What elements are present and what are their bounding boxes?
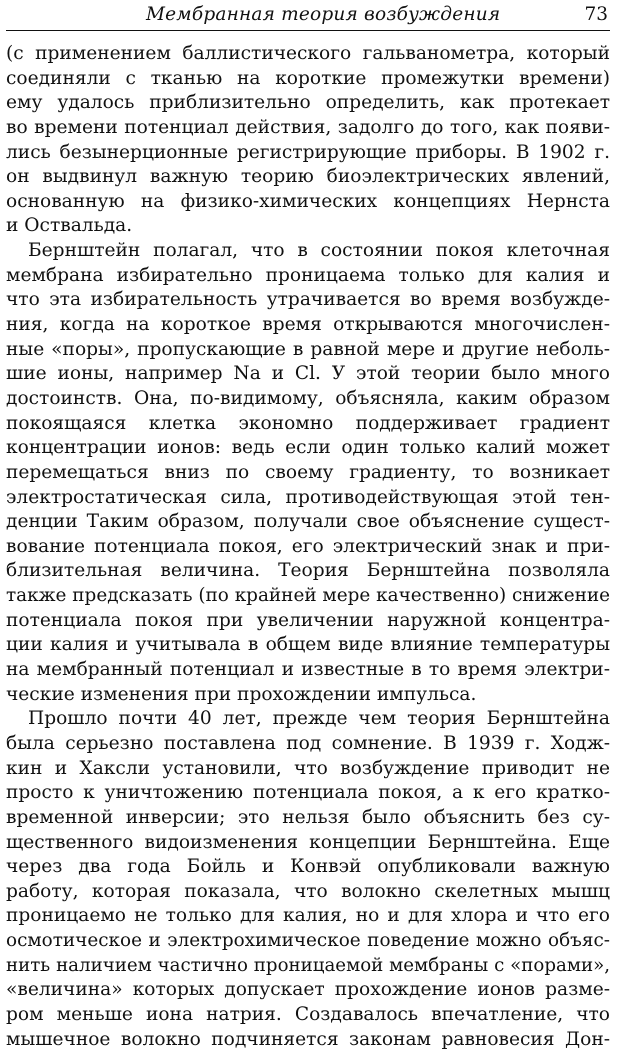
- text-line: электростатическая сила, противодействующая этой тен-: [6, 486, 610, 508]
- text-line: просто к уничтожению потенциала покоя, а к его кратко-: [6, 782, 610, 804]
- text-line: осмотическое и электрохимическое поведение можно объяс-: [6, 930, 610, 952]
- text-line: ром меньше иона натрия. Создавалось впечатление, что: [6, 1003, 610, 1025]
- text-line: «величина» которых допускает прохождение ионов разме-: [6, 979, 610, 1001]
- text-line: достоинств. Она, по-видимому, объясняла, каким образом: [6, 387, 610, 409]
- paragraph-first-line: Бернштейн полагал, что в состоянии покоя клеточная: [28, 240, 610, 262]
- paragraph-first-line: Прошло почти 40 лет, прежде чем теория Бернштейна: [28, 708, 610, 730]
- text-line: что эта избирательность утрачивается во время возбужде-: [6, 289, 610, 311]
- text-line: основанную на физико-химических концепциях Нернста: [6, 190, 610, 212]
- text-line: ему удалось приблизительно определить, как протекает: [6, 92, 610, 114]
- text-line: нить наличием частично проницаемой мембраны с «порами»,: [6, 954, 610, 976]
- text-line: вование потенциала покоя, его электрический знак и при-: [6, 535, 610, 557]
- text-line: и Оствальда.: [6, 215, 133, 237]
- text-line: (с применением баллистического гальванометра, который: [6, 43, 610, 64]
- text-line: соединяли с тканью на короткие промежутки времени): [6, 67, 610, 89]
- text-line: кин и Хаксли установили, что возбуждение приводит не: [6, 757, 610, 779]
- running-title: Мембранная теория возбуждения: [146, 4, 501, 25]
- text-line: ные «поры», пропускающие в равной мере и другие неболь-: [6, 338, 610, 360]
- page-number: 73: [584, 4, 608, 25]
- text-line: мышечное волокно подчиняется законам равновесия Дон-: [6, 1028, 610, 1050]
- text-line: также предсказать (по крайней мере качественно) снижение: [6, 585, 610, 607]
- text-line: он выдвинул важную теорию биоэлектрических явлений,: [6, 166, 610, 188]
- text-line: временной инверсии; это нельзя было объяснить без су-: [6, 806, 610, 828]
- text-line: ции калия и учитывала в общем виде влияние температуры: [6, 634, 610, 656]
- text-line: лись безынерционные регистрирующие приборы. В 1902 г.: [6, 141, 610, 163]
- text-line: мембрана избирательно проницаема только для калия и: [6, 264, 610, 286]
- text-line: проницаемо не только для калия, но и для хлора и что его: [6, 905, 610, 927]
- text-line: была серьезно поставлена под сомнение. В 1939 г. Ходж-: [6, 732, 610, 754]
- body-text: [6, 42, 610, 1052]
- text-line: во времени потенциал действия, задолго до того, как появи-: [6, 116, 610, 138]
- text-line: шие ионы, например Na и Cl. У этой теории было много: [6, 363, 610, 385]
- text-line: потенциала покоя при увеличении наружной концентра-: [6, 609, 610, 631]
- text-line: денции Таким образом, получали свое объяснение сущест-: [6, 511, 610, 533]
- text-line: перемещаться вниз по своему градиенту, то возникает: [6, 461, 610, 483]
- text-line: ния, когда на короткое время открываются многочислен-: [6, 314, 610, 336]
- text-line: работу, которая показала, что волокно скелетных мышц: [6, 880, 610, 902]
- text-line: концентрации ионов: ведь если один только калий может: [6, 437, 610, 459]
- text-line: ческие изменения при прохождении импульса.: [6, 683, 477, 705]
- text-line: через два года Бойль и Конвэй опубликовали важную: [6, 856, 610, 878]
- text-line: покоящаяся клетка экономно поддерживает градиент: [6, 412, 610, 434]
- running-head: [6, 4, 610, 31]
- text-line: щественного видоизменения концепции Бернштейна. Еще: [6, 831, 610, 853]
- text-line: близительная величина. Теория Бернштейна позволяла: [6, 560, 610, 582]
- text-line: на мембранный потенциал и известные в то время электри-: [6, 659, 610, 681]
